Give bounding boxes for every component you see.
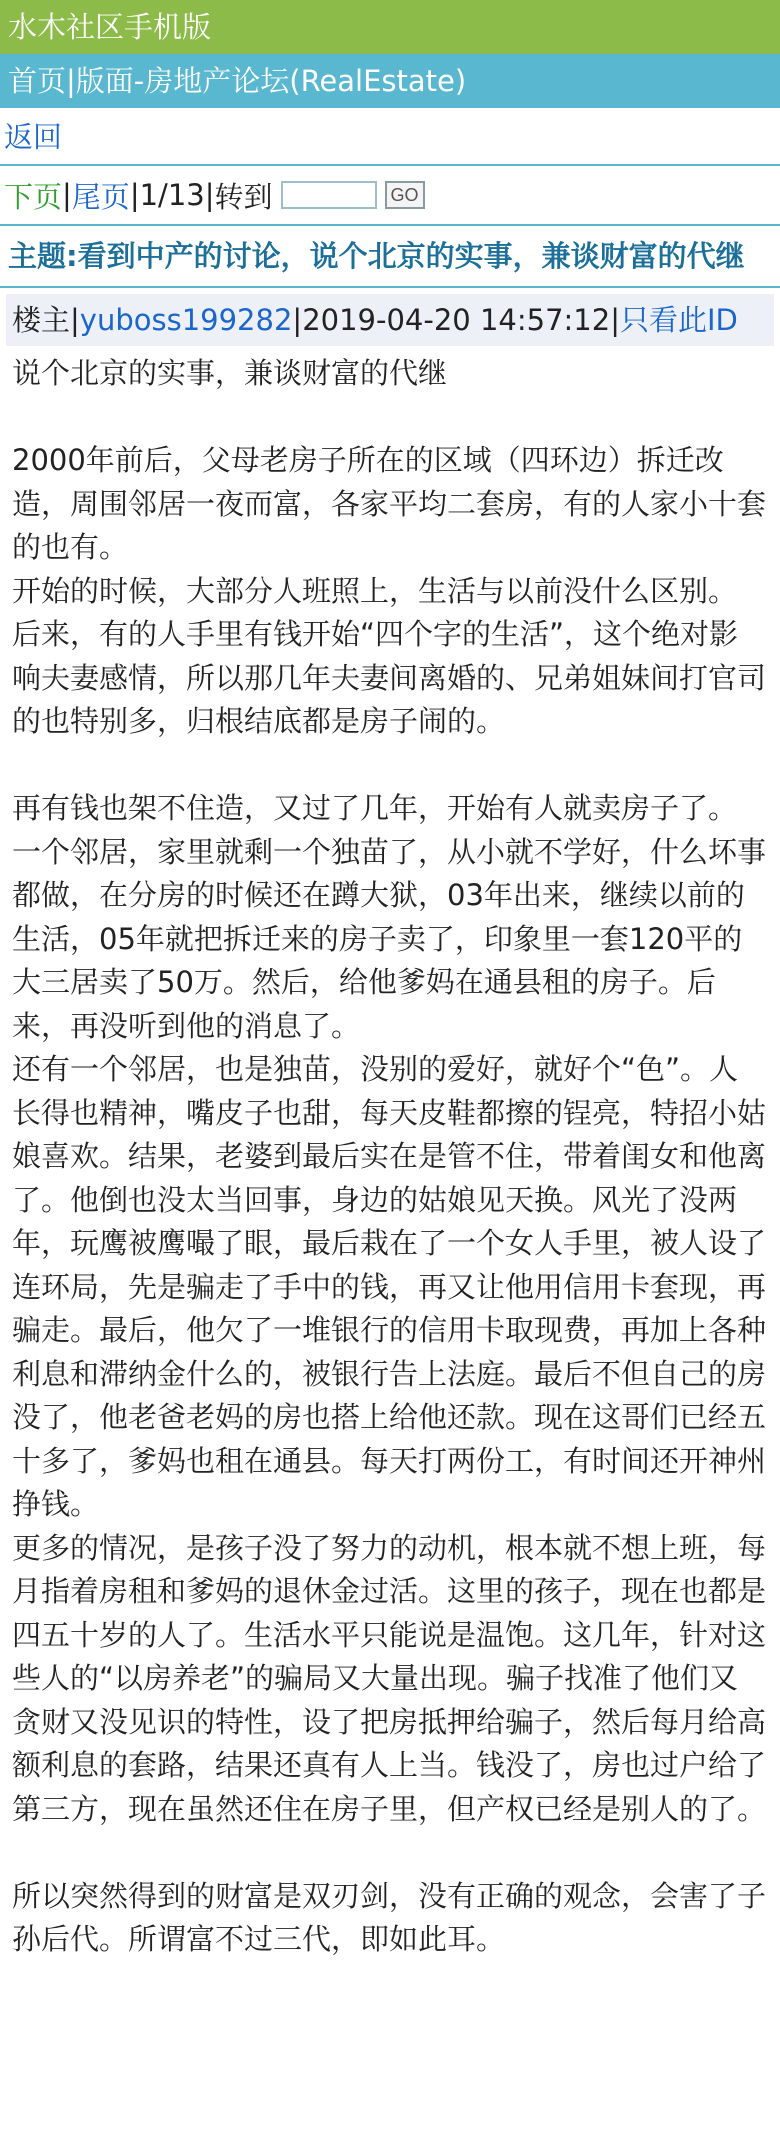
back-link[interactable]: 返回 bbox=[4, 120, 63, 154]
only-this-id-link[interactable]: 只看此ID bbox=[619, 303, 738, 337]
board-link[interactable]: 版面-房地产论坛(RealEstate) bbox=[75, 64, 467, 98]
post-header-separator: | bbox=[292, 303, 303, 337]
paragraph-gap bbox=[12, 396, 766, 440]
post-paragraph: 一个邻居，家里就剩一个独苗了，从小就不学好，什么坏事都做，在分房的时候还在蹲大狱，03年出来，继续以前的生活，05年就把拆迁来的房子卖了，印象里一套120平的大三居卖了50万。然后，给他爹妈在通县租的房子。后来，再没听到他的消息了。 bbox=[12, 834, 767, 1043]
home-link[interactable]: 首页 bbox=[8, 64, 67, 98]
post-paragraph: 还有一个邻居，也是独苗，没别的爱好，就好个“色”。人长得也精神，嘴皮子也甜，每天皮鞋都擦的锃亮，特招小姑娘喜欢。结果，老婆到最后实在是管不住，带着闺女和他离了。他倒也没太当回事，身边的姑娘见天换。风光了没两年，玩鹰被鹰嘬了眼，最后栽在了一个女人手里，被人设了连环局，先是骗走了手中的钱，再又让他用信用卡套现，再骗走。最后，他欠了一堆银行的信用卡取现费，再加上各种利息和滞纳金什么的，被银行告上法庭。最后不但自己的房没了，他老爸老妈的房也搭上给他还款。现在这哥们已经五十多了，爹妈也租在通县。每天打两份工，有时间还开神州挣钱。 bbox=[12, 1052, 767, 1521]
site-title-bar bbox=[0, 0, 780, 54]
site-title: 水木社区手机版 bbox=[8, 10, 212, 44]
post-paragraph: 更多的情况，是孩子没了努力的动机，根本就不想上班，每月指着房租和爹妈的退休金过活。这里的孩子，现在也都是四五十岁的人了。生活水平只能说是温饱。这几年，针对这些人的“以房养老”的骗局又大量出现。骗子找准了他们又贪财又没见识的特性，设了把房抵押给骗子，然后每月给高额利息的套路，结果还真有人上当。钱没了，房也过户给了第三方，现在虽然还住在房子里，但产权已经是别人的了。 bbox=[12, 1530, 767, 1826]
post-header bbox=[6, 294, 774, 346]
goto-label: 转到 bbox=[214, 179, 273, 214]
next-page-link[interactable]: 下页 bbox=[4, 179, 63, 214]
pager-separator: | bbox=[129, 178, 140, 212]
post-paragraph: 所以突然得到的财富是双刃剑，没有正确的观念，会害了子孙后代。所谓富不过三代，即如此耳。 bbox=[12, 1878, 767, 1956]
post-paragraph: 2000年前后，父母老房子所在的区域（四环边）拆迁改造，周围邻居一夜而富，各家平均二套房，有的人家小十套的也有。 bbox=[12, 443, 767, 564]
back-row bbox=[0, 108, 780, 166]
paragraph-gap bbox=[12, 1831, 766, 1875]
last-page-link[interactable]: 尾页 bbox=[71, 179, 130, 214]
board-breadcrumb bbox=[0, 54, 780, 108]
post-paragraph: 说个北京的实事，兼谈财富的代继 bbox=[12, 356, 448, 390]
paragraph-gap bbox=[12, 744, 766, 788]
page-number-input[interactable] bbox=[281, 181, 377, 209]
pager-separator: | bbox=[62, 178, 72, 212]
post-body bbox=[0, 346, 780, 1962]
post-role: 楼主 bbox=[12, 303, 71, 337]
go-button[interactable]: GO bbox=[385, 181, 425, 209]
pager-separator: | bbox=[204, 178, 215, 212]
breadcrumb-separator: | bbox=[66, 64, 76, 98]
post-header-separator: | bbox=[70, 303, 80, 337]
post-header-separator: | bbox=[610, 303, 620, 337]
thread-title: 主题:看到中产的讨论，说个北京的实事，兼谈财富的代继 bbox=[0, 226, 780, 288]
post-paragraph: 再有钱也架不住造，又过了几年，开始有人就卖房子了。 bbox=[12, 791, 738, 825]
author-link[interactable]: yuboss199282 bbox=[79, 303, 293, 337]
post-timestamp: 2019-04-20 14:57:12 bbox=[302, 303, 611, 337]
page-info: 1/13 bbox=[139, 178, 205, 212]
post-paragraph: 后来，有的人手里有钱开始“四个字的生活”，这个绝对影响夫妻感情，所以那几年夫妻间离婚的、兄弟姐妹间打官司的也特别多，归根结底都是房子闹的。 bbox=[12, 617, 767, 738]
post-paragraph: 开始的时候，大部分人班照上，生活与以前没什么区别。 bbox=[12, 573, 738, 608]
pager bbox=[0, 166, 780, 226]
